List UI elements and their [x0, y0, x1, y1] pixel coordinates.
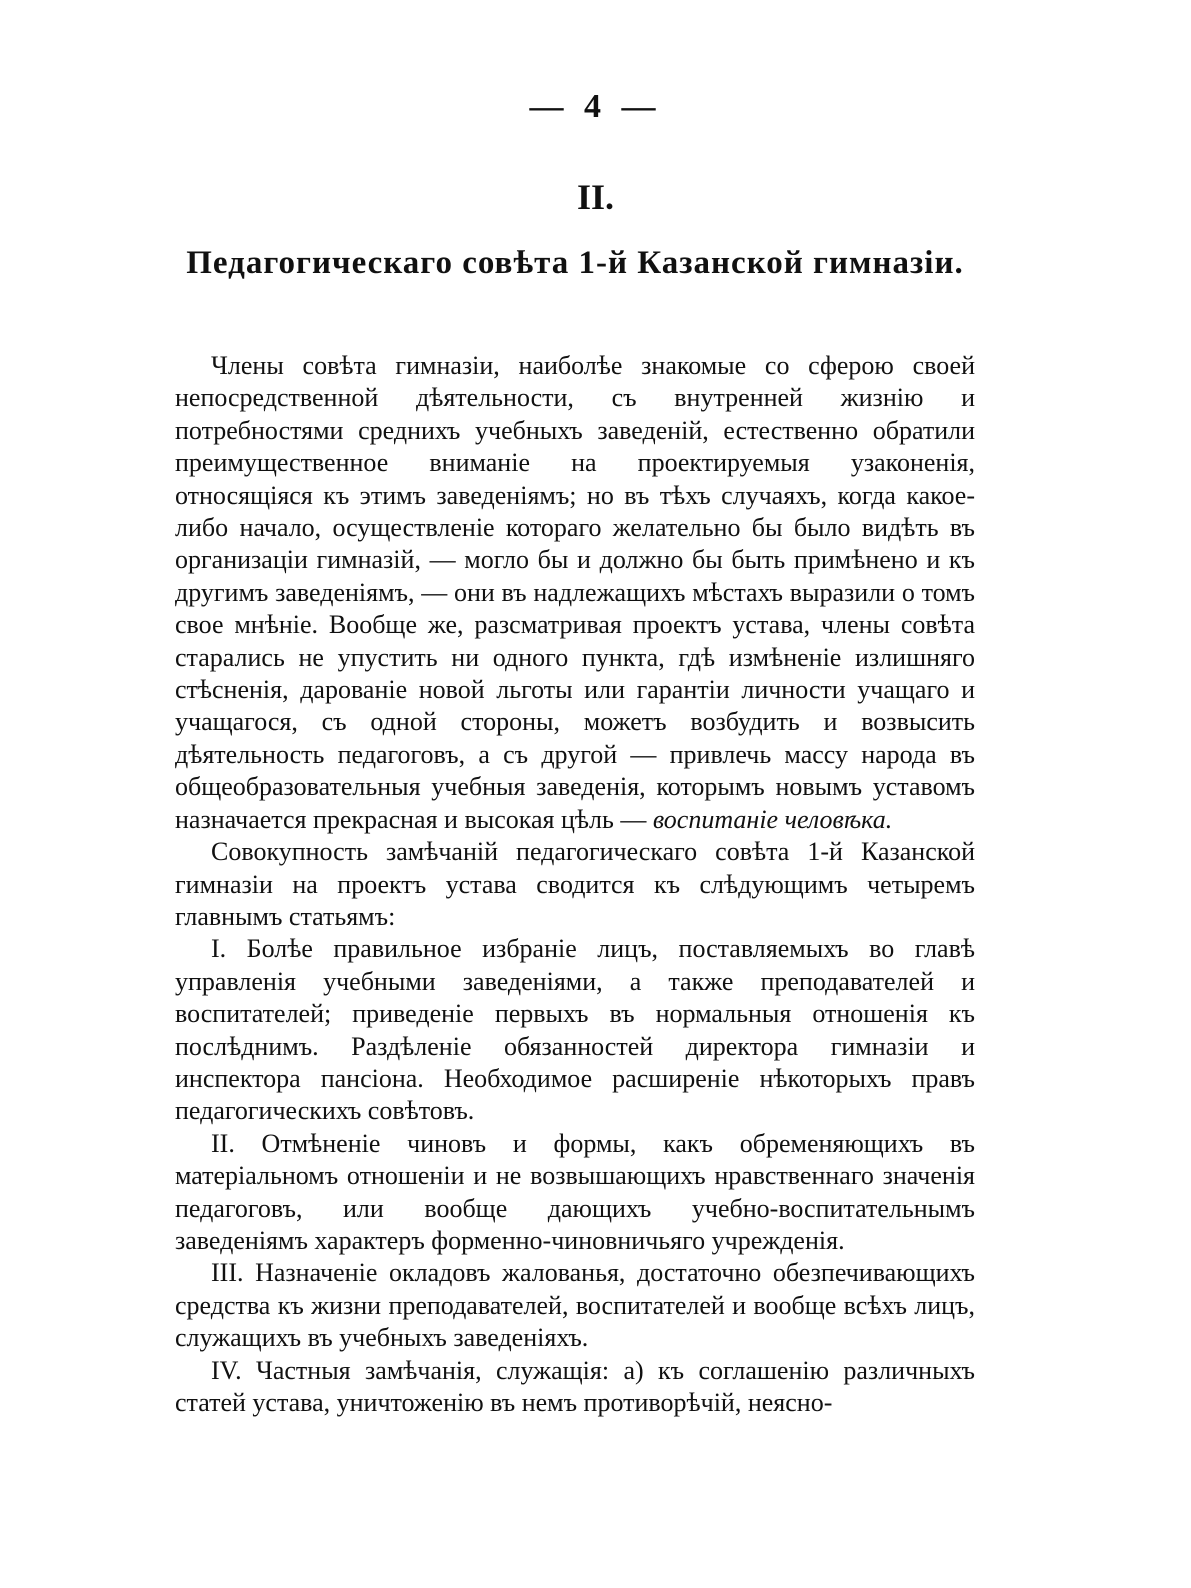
- paragraph-intro: [175, 350, 975, 836]
- section-title: Педагогическаго совѣта 1-й Казанской гимназіи.: [186, 245, 964, 281]
- page-number: — 4 —: [529, 88, 662, 125]
- section-number: II.: [576, 177, 615, 217]
- paragraph-intro-emphasis: воспитаніе человѣка.: [652, 804, 893, 834]
- paragraph-point-3: III. Назначеніе окладовъ жалованья, достаточно обезпечивающихъ средства къ жизни преподавателей, воспитателей и вообще всѣхъ лицъ, служащихъ въ учебныхъ заведеніяхъ.: [175, 1258, 975, 1353]
- paragraph-point-4: IV. Частныя замѣчанія, служащія: а) къ соглашенію различныхъ статей устава, уничтоженію въ немъ противорѣчій, неясно-: [175, 1355, 975, 1417]
- paragraph-intro-text: Члены совѣта гимназіи, наиболѣе знакомые со сферою своей непосредственной дѣятельности, съ внутренней жизнію и потребностями среднихъ учебныхъ заведеній, естественно обратили преимущественное вниманіе на проектируемыя узаконенія, относящіяся къ этимъ заведеніямъ; но въ тѣхъ случаяхъ, когда какое-либо начало, осуществленіе котораго желательно бы было видѣть въ организаціи гимназій, — могло бы и должно бы быть примѣнено и къ другимъ заведеніямъ, — они въ надлежащихъ мѣстахъ выразили о томъ свое мнѣніе. Вообще же, разсматривая проектъ устава, члены совѣта старались не упустить ни одного пункта, гдѣ измѣненіе излишняго стѣсненія, дарованіе новой льготы или гарантіи личности учащаго и учащагося, съ одной стороны, можетъ возбудить и возвысить дѣятельность педагоговъ, а съ другой — привлечь массу народа въ общеобразовательныя учебныя заведенія, которымъ новымъ уставомъ назначается прекрасная и высокая цѣль —: [175, 351, 975, 834]
- paragraph-summary: Совокупность замѣчаній педагогическаго совѣта 1-й Казанской гимназіи на проектъ устава сводится къ слѣдующимъ четыремъ главнымъ статьямъ:: [175, 837, 975, 931]
- paragraph-point-1: I. Болѣе правильное избраніе лицъ, поставляемыхъ во главѣ управленія учебными заведеніями, а также преподавателей и воспитателей; приведеніе первыхъ въ нормальныя отношенія къ послѣднимъ. Раздѣленіе обязанностей директора гимназіи и инспектора пансіона. Необходимое расширеніе нѣкоторыхъ правъ педагогическихъ совѣтовъ.: [175, 934, 975, 1126]
- body-text: [175, 350, 975, 1419]
- paragraph-point-2: II. Отмѣненіе чиновъ и формы, какъ обременяющихъ въ матеріальномъ отношеніи и не возвышающихъ нравственнаго значенія педагоговъ, или вообще дающихъ учебно-воспитательнымъ заведеніямъ характеръ форменно-чиновничьяго учрежденія.: [175, 1128, 975, 1255]
